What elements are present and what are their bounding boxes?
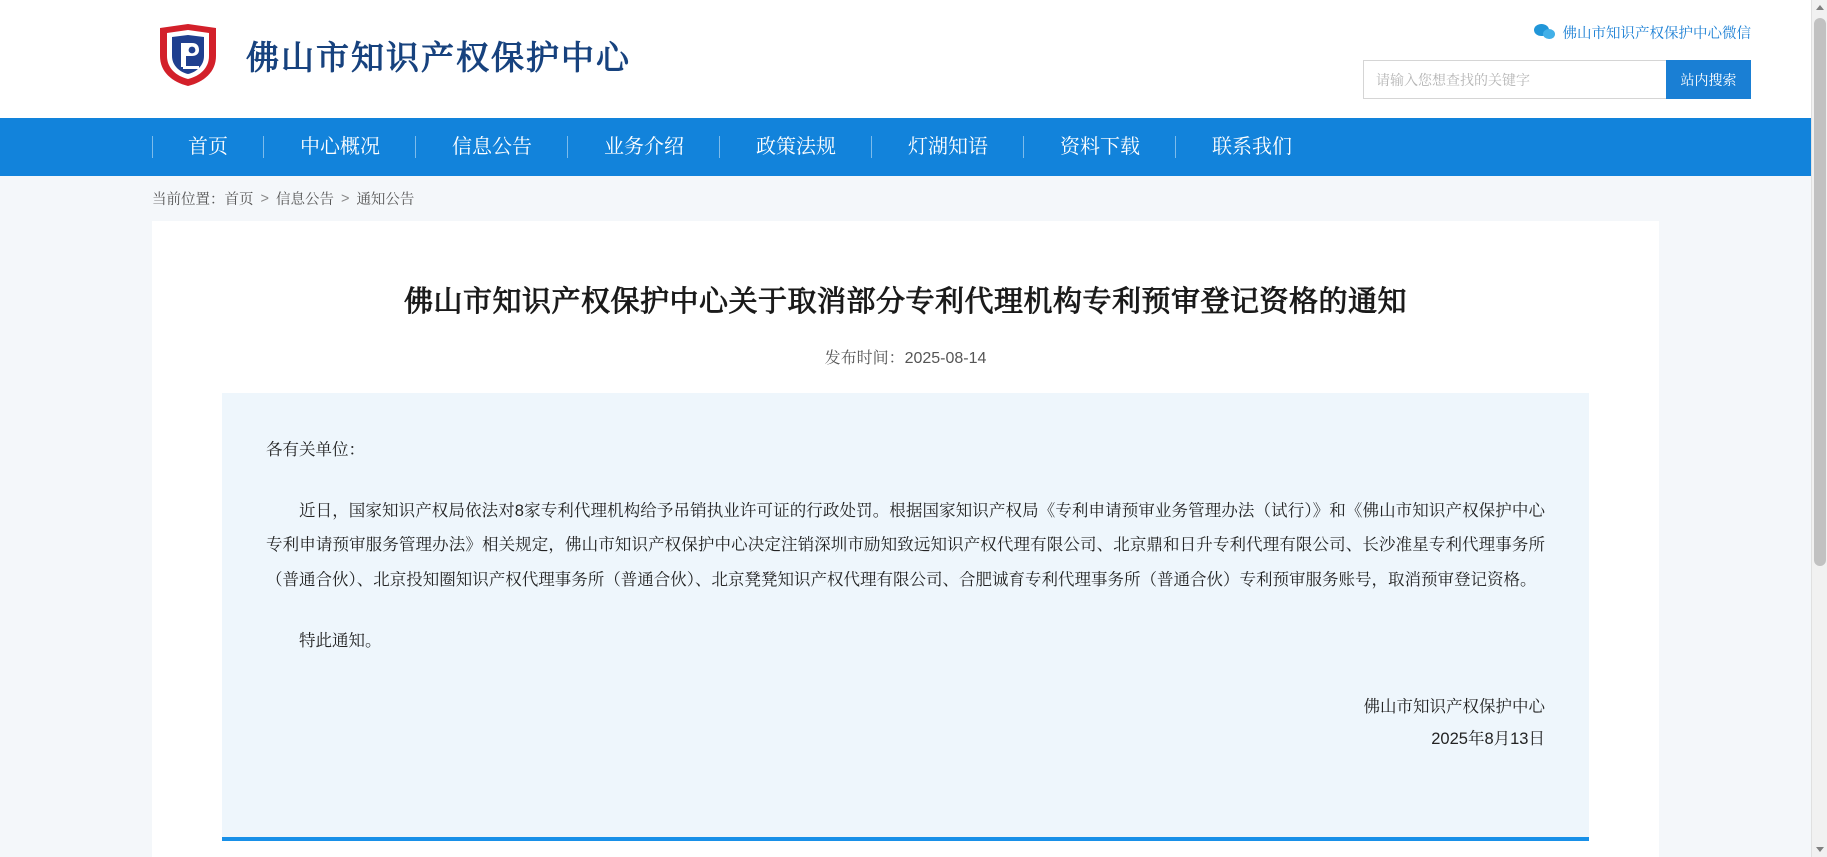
page-scrollbar[interactable] (1811, 0, 1827, 857)
signature-date: 2025年8月13日 (1431, 729, 1545, 748)
breadcrumb-separator-1: > (260, 190, 269, 207)
wechat-icon (1534, 24, 1556, 41)
nav-item-downloads[interactable]: 资料下载 (1024, 118, 1176, 176)
nav-item-overview[interactable]: 中心概况 (264, 118, 416, 176)
article-signature (266, 692, 1545, 755)
signature-org: 佛山市知识产权保护中心 (1363, 698, 1545, 717)
search-input[interactable] (1363, 60, 1666, 99)
article-card (152, 221, 1659, 857)
article-salutation: 各有关单位： (266, 441, 365, 460)
nav-item-services[interactable]: 业务介绍 (568, 118, 720, 176)
breadcrumb-item-current: 通知公告 (356, 192, 415, 208)
page-title: 佛山市知识产权保护中心关于取消部分专利代理机构专利预审登记资格的通知 (403, 286, 1407, 318)
nav-item-contact[interactable]: 联系我们 (1212, 136, 1292, 158)
scroll-up-arrow-icon[interactable] (1812, 0, 1827, 16)
site-search (1363, 60, 1751, 99)
scroll-down-arrow-icon[interactable] (1812, 841, 1827, 857)
article-paragraph-2: 特此通知。 (299, 631, 382, 650)
article-body (222, 393, 1589, 841)
wechat-link[interactable] (1534, 22, 1752, 43)
nav-item-policies[interactable]: 政策法规 (720, 118, 872, 176)
breadcrumb-separator-2: > (340, 190, 350, 207)
breadcrumb-item-home[interactable]: 首页 (224, 192, 254, 208)
site-header (0, 0, 1811, 118)
nav-item-notices[interactable]: 信息公告 (416, 118, 568, 176)
breadcrumb (0, 176, 1811, 221)
nav-item-denghu[interactable]: 灯湖知语 (872, 118, 1024, 176)
search-button[interactable]: 站内搜索 (1666, 60, 1751, 99)
site-brand[interactable] (152, 22, 631, 88)
publish-date: 2025-08-14 (904, 350, 987, 368)
scrollbar-thumb[interactable] (1814, 18, 1826, 566)
brand-title: 佛山市知识产权保护中心 (246, 38, 631, 76)
nav-item-home[interactable]: 首页 (152, 118, 264, 176)
breadcrumb-prefix: 当前位置： (152, 192, 225, 208)
article-paragraph-1: 近日，国家知识产权局依法对8家专利代理机构给予吊销执业许可证的行政处罚。根据国家知识产权局《专利申请预审业务管理办法（试行）》和《佛山市知识产权保护中心专利申请预审服务管理办法》相关规定，佛山市知识产权保护中心决定注销深圳市励知致远知识产权代理有限公司、北京鼎和日升专利代理有限公司、长沙准星专利代理事务所（普通合伙）、北京投知圈知识产权代理事务所（普通合伙）、北京凳凳知识产权代理有限公司、合肥诚育专利代理事务所（普通合伙）专利预审服务账号，取消预审登记资格。 (266, 501, 1545, 589)
publish-meta (192, 345, 1619, 368)
wechat-label: 佛山市知识产权保护中心微信 (1562, 26, 1751, 42)
breadcrumb-item-notices[interactable]: 信息公告 (275, 192, 334, 208)
publish-label: 发布时间： (824, 350, 905, 368)
content-area (0, 221, 1811, 857)
shield-ip-logo-icon (152, 22, 224, 88)
main-navigation (0, 118, 1811, 176)
